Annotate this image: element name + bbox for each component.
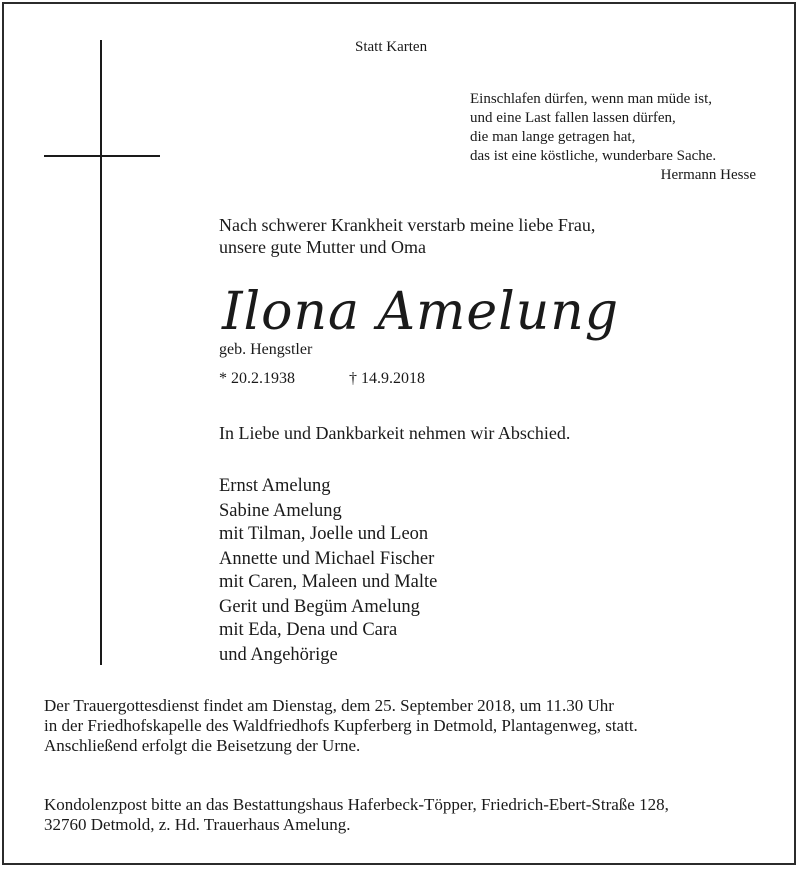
poem-line: das ist eine köstliche, wunderbare Sache. xyxy=(470,148,717,164)
poem-line: Einschlafen dürfen, wenn man müde ist, xyxy=(470,91,713,107)
family-group xyxy=(219,596,437,642)
service-info xyxy=(44,696,638,756)
death-date: † 14.9.2018 xyxy=(349,370,425,387)
family-line: Annette und Michael Fischer xyxy=(219,549,435,569)
family-line: und Angehörige xyxy=(219,645,338,665)
poem xyxy=(470,90,756,185)
family-group xyxy=(219,644,437,667)
family-group xyxy=(219,548,437,594)
farewell-text: In Liebe und Dankbarkeit nehmen wir Abschied. xyxy=(219,423,571,443)
intro-line: Nach schwerer Krankheit verstarb meine liebe Frau, xyxy=(219,215,596,235)
cross-icon-horizontal xyxy=(44,155,160,157)
family-list xyxy=(219,475,437,669)
condolence-line: Kondolenzpost bitte an das Bestattungshaus Haferbeck-Töpper, Friedrich-Ebert-Straße 128, xyxy=(44,795,669,814)
condolence-line: 32760 Detmold, z. Hd. Trauerhaus Amelung. xyxy=(44,815,351,834)
poem-line: und eine Last fallen lassen dürfen, xyxy=(470,110,676,126)
condolence-info xyxy=(44,795,669,835)
family-line: mit Caren, Maleen und Malte xyxy=(219,572,438,592)
intro-line: unsere gute Mutter und Oma xyxy=(219,237,426,257)
header-text: Statt Karten xyxy=(355,39,428,55)
intro-text xyxy=(219,214,595,258)
family-line: mit Eda, Dena und Cara xyxy=(219,620,398,640)
service-line: Anschließend erfolgt die Beisetzung der Urne. xyxy=(44,736,361,755)
poem-line: die man lange getragen hat, xyxy=(470,129,636,145)
cross-icon-vertical xyxy=(100,40,102,665)
deceased-name: Ilona Amelung xyxy=(222,282,620,342)
family-line: mit Tilman, Joelle und Leon xyxy=(219,524,429,544)
birth-name: geb. Hengstler xyxy=(219,341,313,358)
family-group xyxy=(219,500,437,546)
service-line: Der Trauergottesdienst findet am Dienstag, dem 25. September 2018, um 11.30 Uhr xyxy=(44,696,614,715)
family-line: Sabine Amelung xyxy=(219,501,342,521)
birth-date: * 20.2.1938 xyxy=(219,370,295,387)
life-dates xyxy=(219,370,425,388)
family-line: Ernst Amelung xyxy=(219,476,331,496)
poem-author: Hermann Hesse xyxy=(660,167,756,183)
family-group xyxy=(219,475,437,498)
service-line: in der Friedhofskapelle des Waldfriedhofs Kupferberg in Detmold, Plantagenweg, statt. xyxy=(44,716,638,735)
family-line: Gerit und Begüm Amelung xyxy=(219,597,420,617)
